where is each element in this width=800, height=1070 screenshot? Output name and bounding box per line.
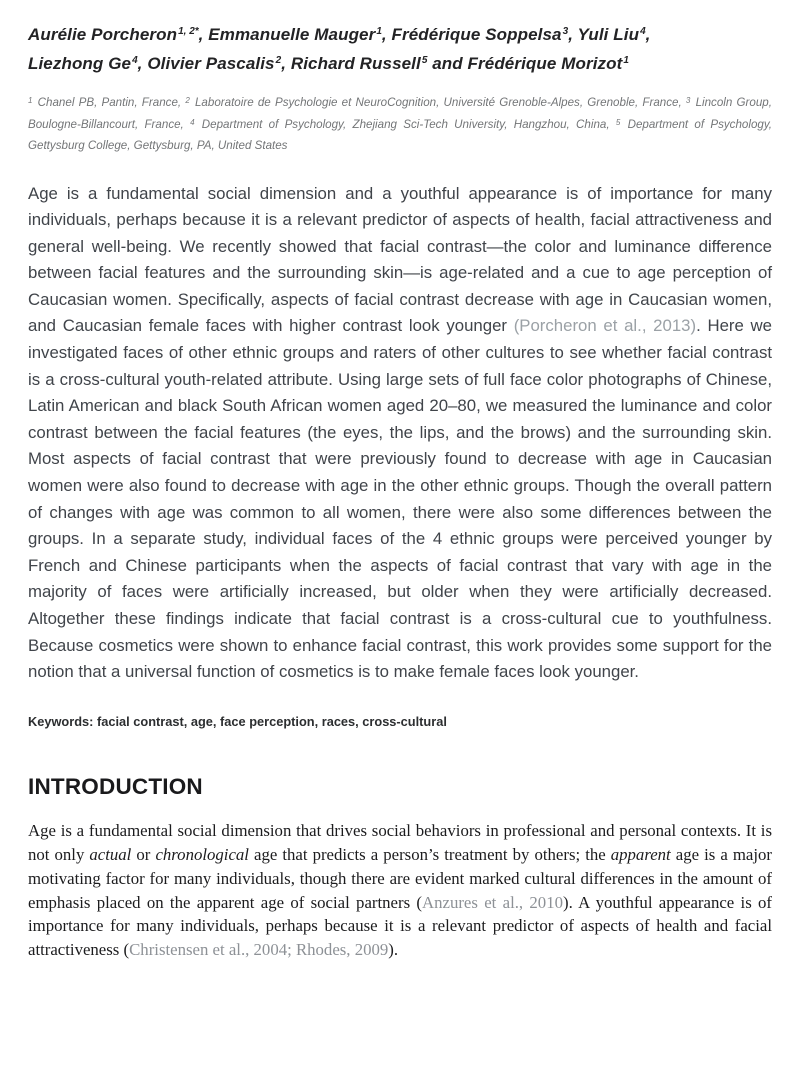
authors-block: [28, 22, 772, 80]
superscript: 4: [132, 55, 138, 66]
introduction-heading: INTRODUCTION: [28, 773, 203, 799]
author-name: and Frédérique Morizot: [427, 54, 623, 73]
superscript: 2: [275, 55, 282, 66]
text-run: Department of Psychology, Gettysburg College, Gettysburg, PA, United States: [28, 117, 772, 152]
superscript: 4: [190, 117, 195, 127]
text-run: ).: [388, 940, 399, 960]
keywords-text: facial contrast, age, face perception, races, cross-cultural: [96, 713, 447, 729]
author-name: , Olivier Pascalis: [137, 54, 275, 73]
keywords-label: Keywords:: [28, 713, 94, 729]
text-run: Chanel PB, Pantin, France,: [33, 96, 186, 109]
text-run: Laboratoire de Psychologie et NeuroCognition, Université Grenoble-Alpes, Grenoble, France,: [190, 96, 686, 109]
text-run: . Here we investigated faces of other ethnic groups and raters of other cultures to see whether facial contrast is a cross-cultural youth-related attribute. Using large sets of full face color photographs of Chinese, Latin American and black South African women aged 20–80, we measured the luminance and color contrast between the facial features (the eyes, the lips, and the brows) and the surrounding skin. Most aspects of facial contrast that were previously found to decrease with age in Caucasian women were also found to decrease with age in the other ethnic groups. Though the overall pattern of changes with age was common to all women, there were also some differences between the groups. In a separate study, individual faces of the 4 ethnic groups were perceived younger by French and Chinese participants when the aspects of facial contrast that vary with age in the majority of faces were artificially increased, but older when they were artificially decreased. Altogether these findings indicate that facial contrast is a cross-cultural cue to youthfulness. Because cosmetics were shown to enhance facial contrast, this work provides some support for the notion that a universal function of cosmetics is to make female faces look younger.: [28, 316, 772, 682]
author-name: , Richard Russell: [281, 54, 421, 73]
text-run: Age is a fundamental social dimension and a youthful appearance is of importance for many individuals, perhaps because it is a relevant predictor of aspects of health, facial attractiveness and general well-being. We recently showed that facial contrast—the color and luminance difference between facial features and the surrounding skin—is age-related and a cue to age perception of Caucasian women. Specifically, aspects of facial contrast decrease with age in Caucasian women, and Caucasian female faces with higher contrast look younger: [28, 183, 772, 336]
text-run: Lincoln Group, Boulogne-Billancourt, France,: [28, 96, 772, 131]
superscript: 2: [185, 96, 190, 105]
emphasis-text: actual: [89, 844, 132, 864]
superscript: 4: [640, 26, 646, 37]
text-run: Department of Psychology, Zhejiang Sci-Tech University, Hangzhou, China,: [195, 117, 616, 131]
abstract-paragraph: [28, 181, 772, 686]
text-run: age that predicts a person’s treatment by others; the: [248, 844, 611, 864]
superscript: 1: [28, 96, 33, 105]
superscript: 5: [615, 117, 621, 127]
superscript: 3: [562, 26, 569, 37]
superscript: 1: [376, 26, 382, 37]
author-name: Aurélie Porcheron: [28, 25, 178, 44]
keywords-line: [28, 714, 772, 729]
text-run: or: [131, 844, 156, 864]
author-name: , Yuli Liu: [568, 25, 640, 44]
citation-link[interactable]: Anzures et al., 2010: [422, 892, 563, 912]
author-name: , Emmanuelle Mauger: [198, 25, 376, 44]
author-name: ,: [645, 25, 651, 44]
author-name: Liezhong Ge: [28, 54, 132, 73]
text-run: ). A youthful appearance is of importance for many individuals, perhaps because it is a relevant predictor of aspects of health and facial attractiveness (: [28, 892, 772, 960]
superscript: 3: [685, 96, 691, 105]
author-name: , Frédérique Soppelsa: [381, 25, 562, 44]
superscript: 5: [421, 55, 428, 66]
text-run: age is a major motivating factor for many individuals, though there are evident marked cultural differences in the amount of emphasis placed on the apparent age of social partners (: [28, 844, 773, 912]
superscript: 1: [623, 55, 629, 66]
affiliations-block: [28, 93, 772, 157]
superscript: 1, 2*: [178, 26, 199, 37]
citation-link[interactable]: (Porcheron et al., 2013): [513, 316, 697, 336]
citation-link[interactable]: Christensen et al., 2004; Rhodes, 2009: [129, 940, 389, 960]
emphasis-text: apparent: [610, 844, 671, 864]
emphasis-text: chronological: [155, 844, 249, 864]
introduction-paragraph: [28, 819, 772, 962]
text-run: Age is a fundamental social dimension that drives social behaviors in professional and personal contexts. It is not only: [28, 820, 772, 864]
